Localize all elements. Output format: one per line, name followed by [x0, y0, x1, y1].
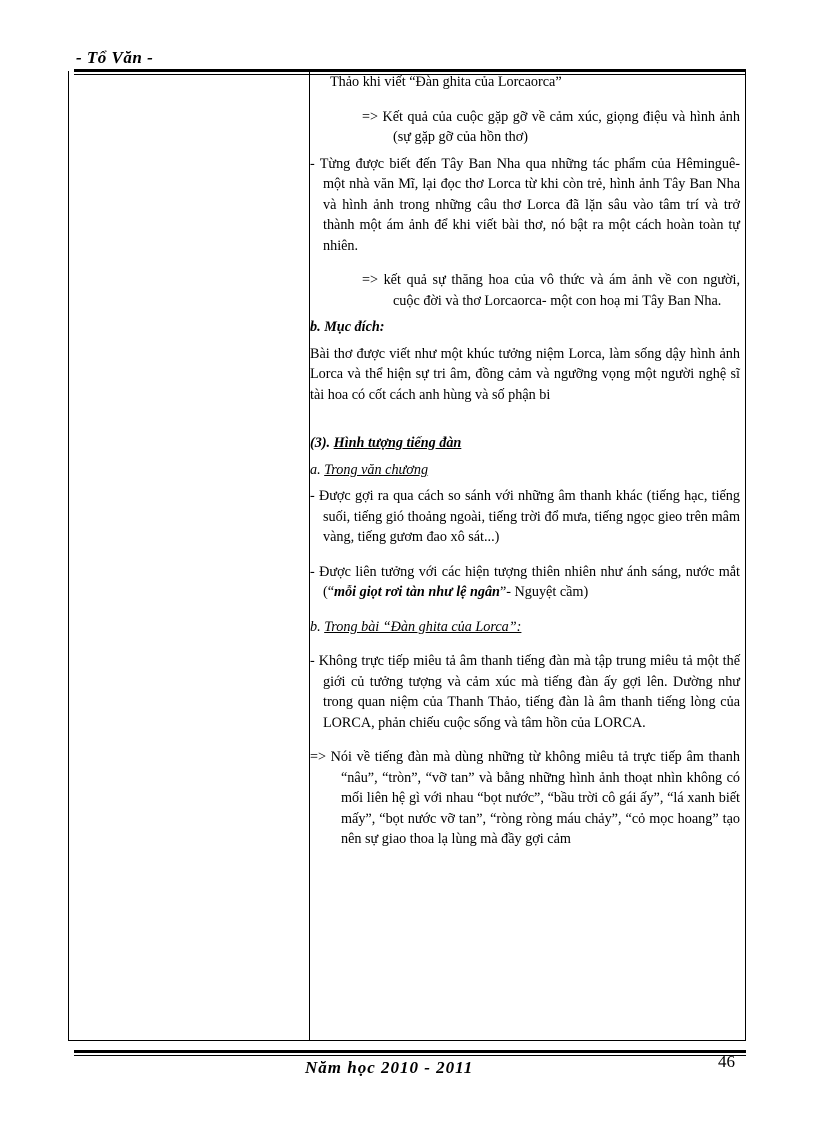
header-title: - Tổ Văn -: [76, 48, 154, 67]
heading-sub-b-title: Trong bài “Đàn ghita của Lorca”:: [324, 618, 522, 635]
paragraph-association: [310, 562, 740, 603]
heading-purpose: b. Mục đích:: [310, 319, 385, 335]
heading-sub-b-prefix: b.: [310, 618, 325, 635]
heading-sub-b: [310, 617, 740, 638]
paragraph-bullet-spain: - Từng được biết đến Tây Ban Nha qua những tác phẩm của Hêminguê- một nhà văn Mĩ, lại đọc thơ Lorca từ khi còn trẻ, hình ảnh Tây Ban Nha và hình ảnh trong những câu thơ Lorca đã lặn sâu vào tâm trí và trở thành một ám ảnh để khi viết bài thơ, nó bật ra một cách hoàn toàn tự nhiên.: [310, 155, 740, 254]
content-column: [310, 72, 740, 850]
heading-section-3-title: Hình tượng tiếng đàn: [333, 435, 462, 451]
heading-sub-a: [310, 460, 740, 481]
heading-section-3-number: (3).: [310, 435, 334, 451]
paragraph-association-text: - Được liên tưởng với các hiện tượng thiên nhiên như ánh sáng, nước mắt (“: [310, 563, 740, 600]
paragraph-continuation: Thảo khi viết “Đàn ghita của Lorcaorca”: [330, 74, 562, 90]
paragraph-result-2: => kết quả sự thăng hoa của vô thức và ám ảnh về con người, cuộc đời và thơ Lorcaorca- một con hoạ mi Tây Ban Nha.: [362, 272, 740, 309]
paragraph-result-3: => Nói về tiếng đàn mà dùng những từ không miêu tả trực tiếp âm thanh “nâu”, “tròn”, “vỡ tan” và bằng những hình ảnh thoạt nhìn không có mối liên hệ gì với nhau “bọt nước”, “bầu trời cô gái ấy”, “lá xanh biết mấy”, “bọt nước vỡ tan”, “ròng ròng máu chảy”, “cỏ mọc hoang” tạo nên sự giao thoa lạ lùng mà đầy gợi cảm: [310, 749, 740, 847]
footer-rule: [74, 1050, 746, 1053]
heading-sub-a-prefix: a.: [310, 461, 325, 478]
footer-rule-thin: [74, 1055, 746, 1056]
paragraph-result-1: => Kết quả của cuộc gặp gỡ về cảm xúc, giọng điệu và hình ảnh (sự gặp gỡ của hồn thơ): [362, 108, 740, 145]
paragraph-not-direct: - Không trực tiếp miêu tả âm thanh tiếng đàn mà tập trung miêu tả một thế giới củ tưởng tượng và cảm xúc mà tiếng đàn ấy gợi lên. Dường như trong quan niệm của Thanh Thảo, tiếng đàn là âm thanh tiếng lòng của LORCA, phản chiếu cuộc sống và tâm hồn của LORCA.: [310, 653, 740, 731]
footer-school-year: Năm học 2010 - 2011: [305, 1058, 474, 1077]
heading-sub-a-title: Trong văn chương: [324, 461, 429, 478]
paragraph-association-source: ”- Nguyệt cầm): [499, 584, 589, 600]
paragraph-comparison: - Được gợi ra qua cách so sánh với những âm thanh khác (tiếng hạc, tiếng suối, tiếng gió thoảng ngoài, tiếng trời đổ mưa, tiếng ngọc gieo trên mâm vàng, tiếng gươm đao xô sát...): [310, 488, 740, 545]
heading-section-3: [310, 433, 740, 454]
quote-moi-giot: mỗi giọt rơi tàn như lệ ngân: [334, 584, 500, 600]
paragraph-purpose: Bài thơ được viết như một khúc tưởng niệm Lorca, làm sống dậy hình ảnh Lorca và thể hiện sự tri âm, đồng cảm và ngưỡng vọng một người nghệ sĩ tài hoa có cốt cách anh hùng và số phận bi: [310, 345, 740, 403]
page-number: 46: [718, 1052, 735, 1071]
